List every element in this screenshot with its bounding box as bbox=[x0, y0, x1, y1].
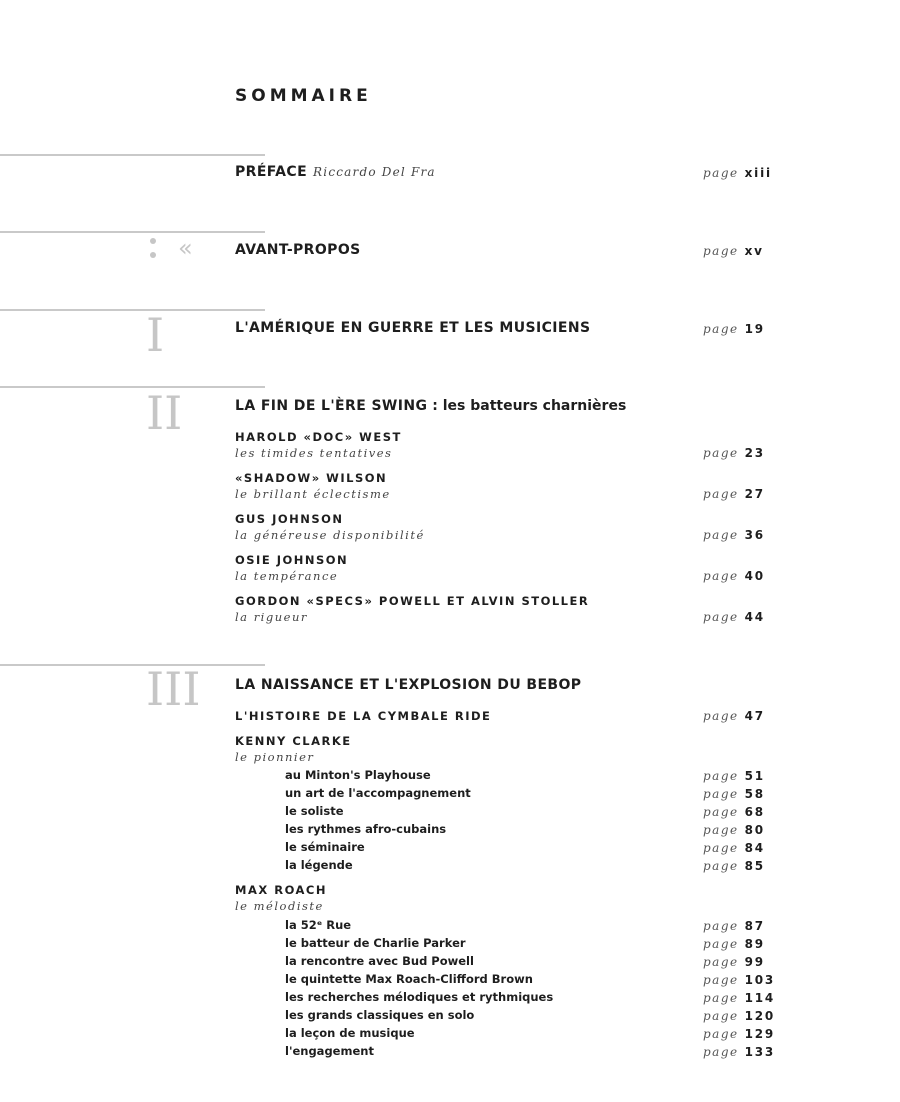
sub-entry: le séminaire bbox=[285, 840, 365, 854]
entry-desc: le brillant éclectisme bbox=[235, 487, 391, 501]
page-ref: page 23 bbox=[703, 446, 765, 460]
toc-section-3[interactable]: LA NAISSANCE ET L'EXPLOSION DU BEBOP bbox=[235, 677, 582, 693]
sub-entry: le batteur de Charlie Parker bbox=[285, 936, 466, 950]
sub-entry: au Minton's Playhouse bbox=[285, 768, 431, 782]
page-ref: page 51 bbox=[703, 769, 765, 783]
page-ref: page 133 bbox=[703, 1045, 776, 1059]
divider bbox=[0, 386, 265, 388]
chevron-left-double-icon: « bbox=[178, 234, 193, 262]
entry-name: «SHADOW» WILSON bbox=[235, 471, 388, 485]
divider bbox=[0, 309, 265, 311]
section-numeral: III bbox=[146, 662, 201, 716]
page-ref: page 120 bbox=[703, 1009, 776, 1023]
entry-desc: la tempérance bbox=[235, 569, 339, 583]
toc-section-2[interactable]: LA FIN DE L'ÈRE SWING : les batteurs charnières bbox=[235, 398, 627, 414]
page-ref: page 58 bbox=[703, 787, 765, 801]
entry-name: GUS JOHNSON bbox=[235, 512, 344, 526]
page-ref: page 89 bbox=[703, 937, 765, 951]
page-title: SOMMAIRE bbox=[235, 86, 372, 106]
divider bbox=[0, 664, 265, 666]
entry-name: KENNY CLARKE bbox=[235, 734, 352, 748]
page-ref: page xiii bbox=[703, 166, 772, 180]
page-ref: page 19 bbox=[703, 322, 765, 336]
page-ref: page 80 bbox=[703, 823, 765, 837]
entry-desc: le pionnier bbox=[235, 750, 315, 764]
entry-name: L'HISTOIRE DE LA CYMBALE RIDE bbox=[235, 709, 492, 723]
entry-desc: les timides tentatives bbox=[235, 446, 393, 460]
sub-entry: la rencontre avec Bud Powell bbox=[285, 954, 474, 968]
page-ref: page 27 bbox=[703, 487, 765, 501]
page-ref: page 47 bbox=[703, 709, 765, 723]
page-ref: page xv bbox=[703, 244, 764, 258]
entry-name: HAROLD «DOC» WEST bbox=[235, 430, 402, 444]
sub-entry: la 52ᵉ Rue bbox=[285, 918, 352, 932]
page-ref: page 99 bbox=[703, 955, 765, 969]
page-ref: page 129 bbox=[703, 1027, 776, 1041]
page-ref: page 40 bbox=[703, 569, 765, 583]
divider bbox=[0, 231, 265, 233]
preface-title: PRÉFACE bbox=[235, 164, 308, 180]
sub-entry: les rythmes afro-cubains bbox=[285, 822, 447, 836]
colon-ornament-icon bbox=[150, 238, 156, 266]
preface-author: Riccardo Del Fra bbox=[313, 165, 436, 179]
entry-desc: le mélodiste bbox=[235, 899, 324, 913]
entry-name: MAX ROACH bbox=[235, 883, 328, 897]
page-ref: page 44 bbox=[703, 610, 765, 624]
page-ref: page 103 bbox=[703, 973, 776, 987]
sub-entry: les recherches mélodiques et rythmiques bbox=[285, 990, 554, 1004]
page-ref: page 36 bbox=[703, 528, 765, 542]
section-numeral: II bbox=[146, 386, 183, 440]
sub-entry: la leçon de musique bbox=[285, 1026, 415, 1040]
toc-section-1[interactable]: L'AMÉRIQUE EN GUERRE ET LES MUSICIENS bbox=[235, 320, 591, 336]
toc-preface[interactable] bbox=[235, 164, 436, 180]
entry-name: GORDON «SPECS» POWELL ET ALVIN STOLLER bbox=[235, 594, 590, 608]
page-ref: page 87 bbox=[703, 919, 765, 933]
sub-entry: l'engagement bbox=[285, 1044, 374, 1058]
sub-entry: un art de l'accompagnement bbox=[285, 786, 471, 800]
page-ref: page 85 bbox=[703, 859, 765, 873]
page-ref: page 68 bbox=[703, 805, 765, 819]
page-ref: page 84 bbox=[703, 841, 765, 855]
divider bbox=[0, 154, 265, 156]
sub-entry: la légende bbox=[285, 858, 353, 872]
toc-avant-propos[interactable]: AVANT-PROPOS bbox=[235, 242, 361, 258]
page-ref: page 114 bbox=[703, 991, 776, 1005]
sub-entry: le quintette Max Roach-Clifford Brown bbox=[285, 972, 533, 986]
entry-desc: la généreuse disponibilité bbox=[235, 528, 425, 542]
entry-name: OSIE JOHNSON bbox=[235, 553, 349, 567]
sub-entry: les grands classiques en solo bbox=[285, 1008, 475, 1022]
section-numeral: I bbox=[146, 308, 165, 362]
entry-desc: la rigueur bbox=[235, 610, 308, 624]
sub-entry: le soliste bbox=[285, 804, 344, 818]
